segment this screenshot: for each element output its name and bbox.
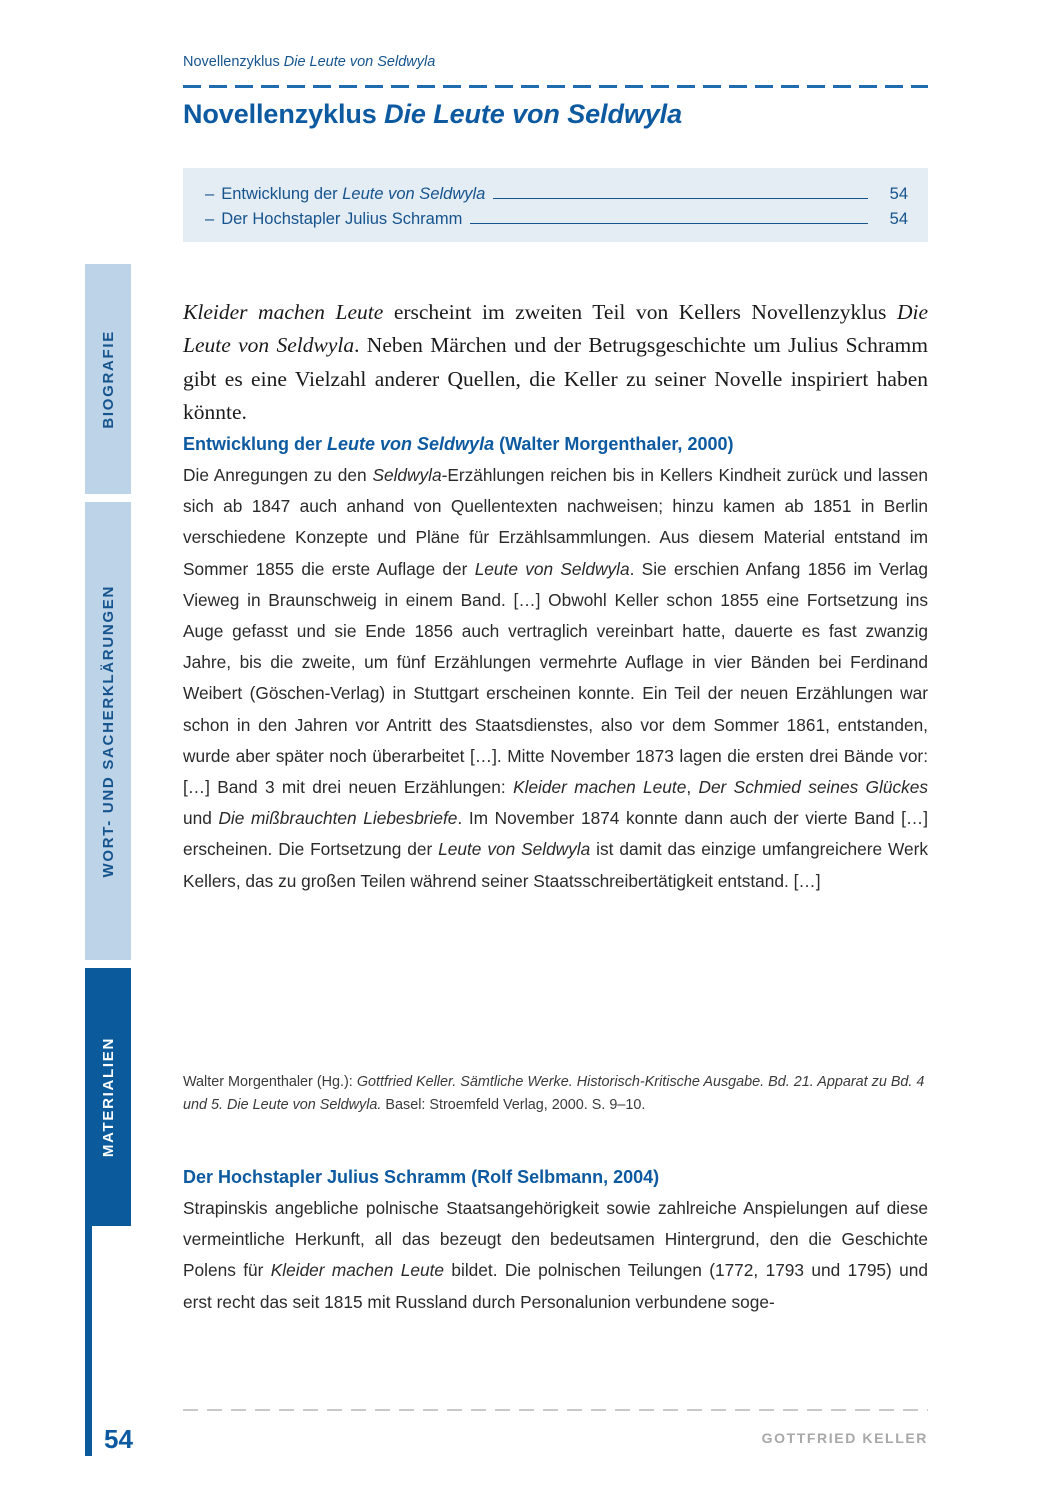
toc-item[interactable] [205,210,908,229]
page-title-italic: Die Leute von Seldwyla [384,99,682,129]
running-head-title: Die Leute von Seldwyla [283,54,436,70]
toc-item-page: 54 [889,185,908,203]
page-content [183,0,928,1500]
toc-item-dash: – [205,210,215,228]
toc-leader-line [470,223,868,224]
toc-item[interactable] [205,185,908,204]
intro-text-4: . Neben Märchen und der Betrugsgeschichte um Julius Schramm gibt es eine Vielzahl anderer Quellen, die Keller zu seiner Novelle inspiriert haben könnte. [183,333,928,424]
toc-item-label: Der Hochstapler Julius Schramm [221,210,463,228]
sidebar-tab-materialien[interactable] [85,968,131,1226]
intro-italic-1: Kleider machen Leute [183,299,384,324]
toc-item-label: Entwicklung der Leute von Seldwyla [221,185,486,203]
section-title-entwicklung: Entwicklung der Leute von Seldwyla (Walter Morgenthaler, 2000) [183,434,734,454]
sidebar-tab-biografie[interactable] [85,264,131,494]
table-of-contents-box [183,168,928,242]
intro-italic-3: Die Leute von Seldwyla [183,299,928,357]
footer-brand: GOTTFRIED KELLER [761,1430,928,1446]
page-spine-accent [85,1226,92,1456]
source-citation: Walter Morgenthaler (Hg.): Gottfried Keller. Sämtliche Werke. Historisch-Kritische Ausgabe. Bd. 21. Apparat zu Bd. 4 und 5. Die Leute von Seldwyla. Basel: Stroemfeld Verlag, 2000. S. 9–10. [183,1074,925,1114]
page-title [183,99,928,130]
toc-item-page: 54 [889,210,908,228]
section-entwicklung [183,432,928,897]
header-dashed-rule [183,85,928,88]
toc-leader-line [493,198,868,199]
sidebar-tab-wort-und-sacherklaerungen-label: WORT- UND SACHERKLÄRUNGEN [99,584,117,878]
page-number: 54 [104,1424,133,1454]
intro-text-2: erscheint im zweiten Teil von Kellers Novellenzyklus [383,299,897,324]
sidebar-tab-wort-und-sacherklaerungen[interactable] [85,502,131,960]
section-title-hochstapler: Der Hochstapler Julius Schramm (Rolf Selbmann, 2004) [183,1167,660,1187]
section-hochstapler [183,1165,928,1318]
toc-item-dash: – [205,185,215,203]
sidebar-tab-materialien-label: MATERIALIEN [99,1036,117,1158]
sidebar-tab-biografie-label: BIOGRAFIE [99,329,117,429]
section-body-entwicklung: Die Anregungen zu den Seldwyla-Erzählungen reichen bis in Kellers Kindheit zurück und lassen sich ab 1847 auch anhand von Quellentexten nachweisen; hinzu kamen ab 1851 in Berlin verschiedene Konzepte und Pläne für Erzählsammlungen. Aus diesem Material entstand im Sommer 1855 die erste Auflage der Leute von Seldwyla. Sie erschien Anfang 1856 im Verlag Vieweg in Braunschweig in einem Band. […] Obwohl Keller schon 1855 eine Fortsetzung ins Auge gefasst und sie Ende 1856 auch vertraglich vereinbart hatte, dauerte es fast zwanzig Jahre, bis die zweite, um fünf Erzählungen vermehrte Auflage in vier Bänden bei Ferdinand Weibert (Göschen-Verlag) in Stuttgart erscheinen konnte. Ein Teil der neuen Erzählungen war schon in den Jahren vor Antritt des Staatsdienstes, also vor dem Sommer 1861, entstanden, wurde aber später noch überarbeitet […]. Mitte November 1873 lagen die ersten drei Bände vor: […] Band 3 mit drei neuen Erzählungen: Kleider machen Leute, Der Schmied seines Glückes und Die mißbrauchten Liebesbriefe. Im November 1874 konnte dann auch der vierte Band […] erscheinen. Die Fortsetzung der Leute von Seldwyla ist damit das einzige umfangreichere Werk Kellers, das zu großen Teilen während seiner Staatsschreibertätigkeit entstand. […] [183,465,928,891]
running-head [183,54,928,70]
intro-paragraph [183,296,928,430]
section-body-hochstapler: Strapinskis angebliche polnische Staatsangehörigkeit sowie zahlreiche Anspielungen auf diese vermeintliche Herkunft, all das bezeugt den bedeutsamen Hintergrund, den die Geschichte Polens für Kleider machen Leute bildet. Die polnischen Teilungen (1772, 1793 und 1795) und erst recht das seit 1815 mit Russland durch Personalunion verbundene soge- [183,1198,928,1312]
footer-dashed-rule [183,1409,928,1411]
page-title-prefix: Novellenzyklus [183,99,385,129]
running-head-prefix: Novellenzyklus [183,54,284,70]
